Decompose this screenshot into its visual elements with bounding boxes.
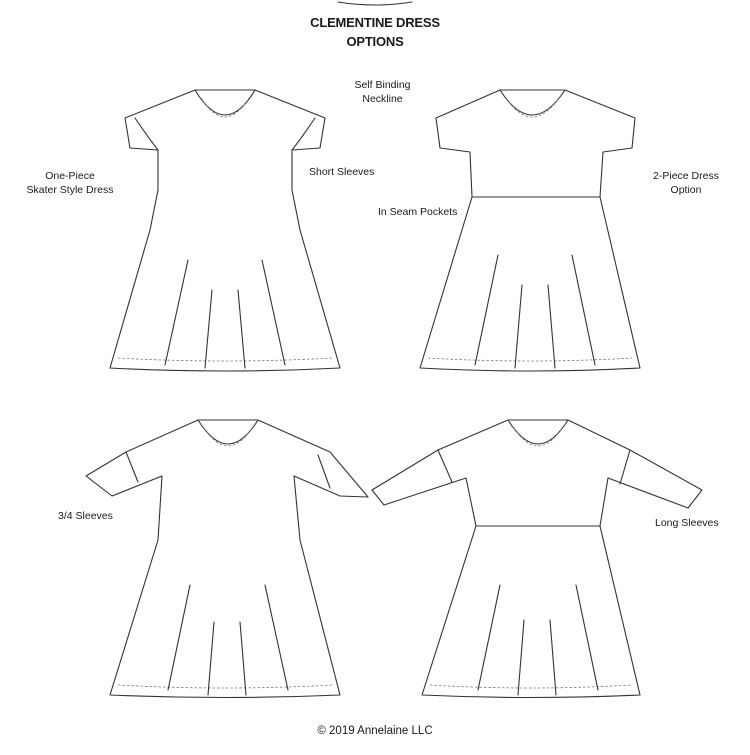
- label-two-piece-1: 2-Piece Dress: [653, 170, 719, 182]
- label-two-piece-2: Option: [670, 184, 702, 196]
- label-self-binding-1: Self Binding: [354, 79, 411, 91]
- dress-one-piece-short-sleeve: [110, 90, 340, 371]
- label-one-piece-1: One-Piece: [45, 170, 95, 182]
- label-in-seam-pockets: In Seam Pockets: [378, 206, 458, 218]
- page-title-line2: OPTIONS: [346, 34, 404, 49]
- label-long-sleeves: Long Sleeves: [655, 517, 719, 529]
- dress-two-piece-short-sleeve: [420, 90, 640, 371]
- page-title-line1: CLEMENTINE DRESS: [310, 15, 440, 30]
- label-short-sleeves: Short Sleeves: [309, 166, 375, 178]
- label-self-binding-2: Neckline: [362, 93, 403, 105]
- label-three-quarter-sleeves: 3/4 Sleeves: [58, 510, 113, 522]
- dress-two-piece-long-sleeve: [372, 420, 702, 698]
- label-one-piece-2: Skater Style Dress: [26, 184, 114, 196]
- copyright-notice: © 2019 Annelaine LLC: [317, 725, 433, 737]
- dress-one-piece-three-quarter-sleeve: [86, 420, 368, 698]
- ornament-flourish: [338, 2, 412, 5]
